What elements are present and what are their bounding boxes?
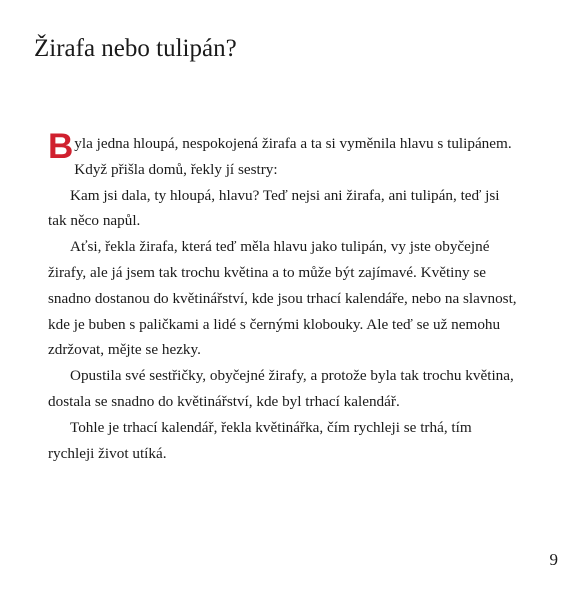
page-title: Žirafa nebo tulipán? [34, 35, 237, 62]
paragraph-3: Aťsi, řekla žirafa, která teď měla hlavu jako tulipán, vy jste obyčejné žirafy, ale já jsem tak trochu květina a to může být zajímavé. Květiny se snadno dostanou do květinářství, kde jsou trhací kalendáře, nebo na slavnost, kde je buben s paličkami a lidé s černými klobouky. Ale teď se už nemohu zdržovat, mějte se hezky. [48, 238, 517, 359]
paragraph-2: Kam jsi dala, ty hloupá, hlavu? Teď nejsi ani žirafa, ani tulipán, teď jsi tak něco napůl. [48, 186, 500, 230]
page-number: 9 [549, 550, 558, 569]
paragraph-1-text: yla jedna hloupá, nespokojená žirafa a ta si vyměnila hlavu s tulipánem. Když přišla domů, řekly jí sestry: [74, 135, 512, 178]
paragraph-5: Tohle je trhací kalendář, řekla květinářka, čím rychleji se trhá, tím rychleji život utíká. [48, 418, 472, 462]
drop-cap: B [48, 127, 74, 166]
paragraph-4: Opustila své sestřičky, obyčejné žirafy, a protože byla tak trochu květina, dostala se snadno do květinářství, kde byl trhací kalendář. [48, 367, 514, 410]
paragraph-1 [48, 127, 518, 183]
story-text [48, 127, 518, 466]
